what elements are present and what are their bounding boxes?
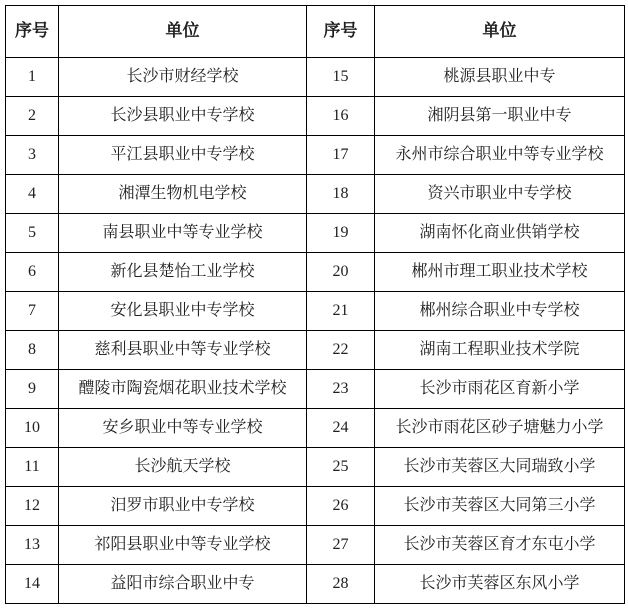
serial-cell: 2: [6, 97, 59, 136]
serial-cell: 22: [307, 331, 375, 370]
serial-cell: 1: [6, 58, 59, 97]
serial-cell: 16: [307, 97, 375, 136]
unit-cell: 南县职业中等专业学校: [59, 214, 307, 253]
table-row: [6, 292, 625, 331]
serial-cell: 11: [6, 448, 59, 487]
serial-cell: 23: [307, 370, 375, 409]
unit-cell: 慈利县职业中等专业学校: [59, 331, 307, 370]
table-row: [6, 526, 625, 565]
serial-cell: 26: [307, 487, 375, 526]
unit-cell: 湖南工程职业技术学院: [375, 331, 625, 370]
serial-cell: 20: [307, 253, 375, 292]
unit-cell: 安乡职业中等专业学校: [59, 409, 307, 448]
header-no-right: 序号: [307, 6, 375, 58]
unit-cell: 桃源县职业中专: [375, 58, 625, 97]
unit-cell: 湘潭生物机电学校: [59, 175, 307, 214]
serial-cell: 17: [307, 136, 375, 175]
serial-cell: 4: [6, 175, 59, 214]
header-row: [6, 6, 625, 58]
serial-cell: 6: [6, 253, 59, 292]
unit-cell: 新化县楚怡工业学校: [59, 253, 307, 292]
unit-cell: 长沙市财经学校: [59, 58, 307, 97]
table-row: [6, 58, 625, 97]
serial-cell: 18: [307, 175, 375, 214]
serial-cell: 27: [307, 526, 375, 565]
serial-cell: 8: [6, 331, 59, 370]
unit-cell: 益阳市综合职业中专: [59, 565, 307, 604]
serial-cell: 28: [307, 565, 375, 604]
unit-cell: 长沙市芙蓉区大同瑞致小学: [375, 448, 625, 487]
table-row: [6, 214, 625, 253]
unit-cell: 湘阴县第一职业中专: [375, 97, 625, 136]
unit-cell: 汨罗市职业中专学校: [59, 487, 307, 526]
header-unit-left: 单位: [59, 6, 307, 58]
unit-cell: 长沙市芙蓉区育才东屯小学: [375, 526, 625, 565]
table-row: [6, 136, 625, 175]
table-row: [6, 331, 625, 370]
unit-cell: 湖南怀化商业供销学校: [375, 214, 625, 253]
unit-cell: 长沙航天学校: [59, 448, 307, 487]
table-row: [6, 448, 625, 487]
header-no-left: 序号: [6, 6, 59, 58]
table-row: [6, 565, 625, 604]
unit-cell: 资兴市职业中专学校: [375, 175, 625, 214]
unit-cell: 永州市综合职业中等专业学校: [375, 136, 625, 175]
unit-cell: 长沙市雨花区砂子塘魅力小学: [375, 409, 625, 448]
serial-cell: 19: [307, 214, 375, 253]
unit-cell: 祁阳县职业中等专业学校: [59, 526, 307, 565]
unit-cell: 郴州综合职业中专学校: [375, 292, 625, 331]
unit-cell: 长沙县职业中专学校: [59, 97, 307, 136]
serial-cell: 12: [6, 487, 59, 526]
serial-cell: 14: [6, 565, 59, 604]
unit-cell: 长沙市芙蓉区大同第三小学: [375, 487, 625, 526]
serial-cell: 25: [307, 448, 375, 487]
unit-cell: 醴陵市陶瓷烟花职业技术学校: [59, 370, 307, 409]
table-body: [6, 58, 625, 604]
table-row: [6, 370, 625, 409]
table-row: [6, 97, 625, 136]
serial-cell: 21: [307, 292, 375, 331]
table-header: [6, 6, 625, 58]
unit-cell: 安化县职业中专学校: [59, 292, 307, 331]
serial-cell: 15: [307, 58, 375, 97]
table-row: [6, 487, 625, 526]
header-unit-right: 单位: [375, 6, 625, 58]
unit-cell: 郴州市理工职业技术学校: [375, 253, 625, 292]
unit-cell: 平江县职业中专学校: [59, 136, 307, 175]
serial-cell: 9: [6, 370, 59, 409]
table-row: [6, 409, 625, 448]
serial-cell: 10: [6, 409, 59, 448]
serial-cell: 13: [6, 526, 59, 565]
serial-cell: 24: [307, 409, 375, 448]
unit-cell: 长沙市雨花区育新小学: [375, 370, 625, 409]
serial-cell: 7: [6, 292, 59, 331]
unit-cell: 长沙市芙蓉区东风小学: [375, 565, 625, 604]
school-list-table: [5, 5, 625, 604]
table-row: [6, 175, 625, 214]
table-row: [6, 253, 625, 292]
serial-cell: 5: [6, 214, 59, 253]
serial-cell: 3: [6, 136, 59, 175]
